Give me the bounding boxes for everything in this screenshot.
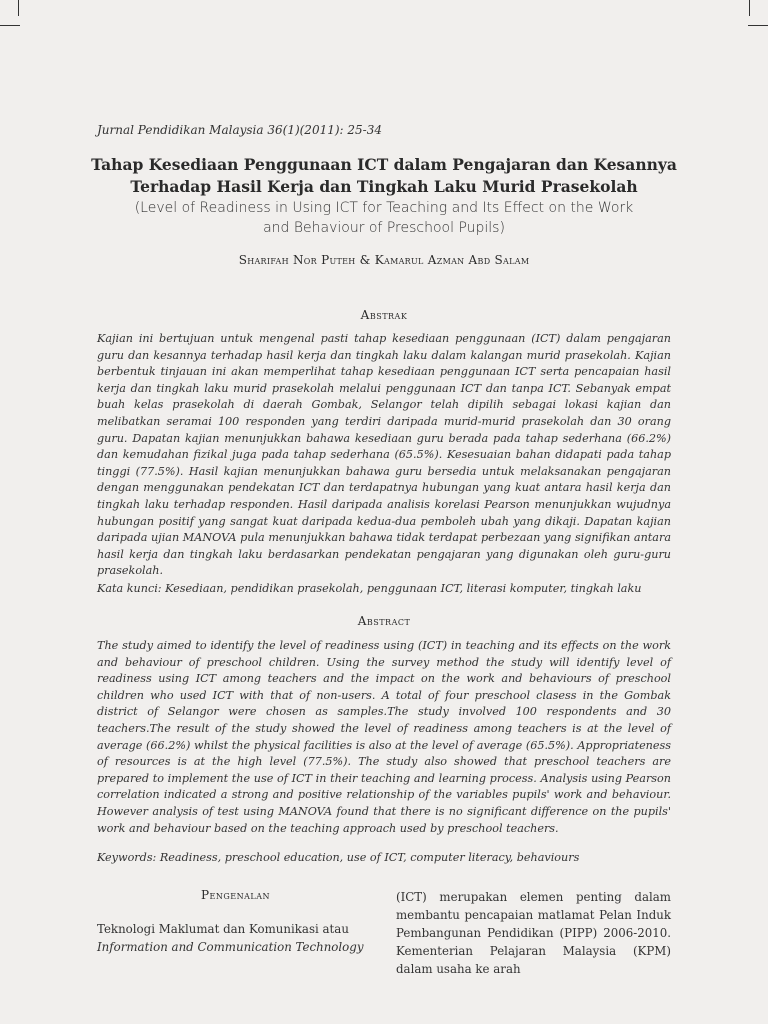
abstract-heading: Abstract [357,614,411,628]
text-line: Teknologi Maklumat dan Komunikasi atau [97,922,349,936]
paper-subtitle [60,198,708,238]
left-column [97,888,374,956]
journal-citation: Jurnal Pendidikan Malaysia 36(1)(2011): 25-34 [97,123,382,137]
abstract-keywords: Keywords: Readiness, preschool education, use of ICT, computer literacy, behaviours [97,851,580,864]
crop-mark [18,0,19,16]
abstrak-heading: Abstrak [360,308,408,322]
crop-mark [748,25,768,26]
text-line: Information and Communication Technology [97,940,364,954]
pengenalan-text-left [97,920,374,956]
title-line: Tahap Kesediaan Penggunaan ICT dalam Pengajaran dan Kesannya [91,155,677,174]
crop-mark [0,25,20,26]
abstract-text: The study aimed to identify the level of readiness using (ICT) in teaching and its effects on the work and behaviour of preschool children. Using the survey method the study will identify level of readiness using ICT among teachers and the impact on the work and behaviours of preschool children who used ICT with that of non-users. A total of four preschool clasess in the Gombak district of Selangor were chosen as samples.The study involved 100 respondents and 30 teachers.The result of the study showed the level of readiness among teachers is at the level of average (66.2%) whilst the physical facilities is also at the level of average (65.5%). Appropriateness of resources is at the high level (77.5%). The study also showed that preschool teachers are prepared to implement the use of ICT in their teaching and learning process. Analysis using Pearson correlation indicated a strong and positive relationship of the variables pupils' work and behaviour. However analysis of test using MANOVA found that there is no significant difference on the pupils' work and behaviour based on the teaching approach used by preschool teachers. [97,639,671,835]
title-line: Terhadap Hasil Kerja dan Tingkah Laku Murid Prasekolah [130,177,638,196]
pengenalan-text-right: (ICT) merupakan elemen penting dalam membantu pencapaian matlamat Pelan Induk Pembangunan Pendidikan (PIPP) 2006-2010. Kementerian Pelajaran Malaysia (KPM) dalam usaha ke arah [396,890,671,976]
paper-title [60,154,708,198]
subtitle-line: (Level of Readiness in Using ICT for Teaching and Its Effect on the Work [134,200,634,216]
abstrak-text: Kajian ini bertujuan untuk mengenal pasti tahap kesediaan penggunaan (ICT) dalam pengajaran guru dan kesannya terhadap hasil kerja dan tingkah laku dalam kalangan murid prasekolah. Kajian berbentuk tinjauan ini akan memperlihat tahap kesediaan penggunaan ICT serta pencapaian hasil kerja dan tingkah laku murid prasekolah melalui penggunaan ICT dan tanpa ICT. Sebanyak empat buah kelas prasekolah di daerah Gombak, Selangor telah dipilih sebagai lokasi kajian dan melibatkan seramai 100 responden yang terdiri daripada murid-murid prasekolah dan 30 orang guru. Dapatan kajian menunjukkan bahawa kesediaan guru berada pada tahap sederhana (66.2%) dan kemudahan fizikal juga pada tahap sederhana (65.5%). Kesesuaian bahan didapati pada tahap tinggi (77.5%). Hasil kajian menunjukkan bahawa guru bersedia untuk melaksanakan pengajaran dengan menggunakan pendekatan ICT dan terdapatnya hubungan yang kuat antara hasil kerja dan tingkah laku terhadap responden. Hasil daripada analisis korelasi Pearson menunjukkan wujudnya hubungan positif yang sangat kuat daripada kedua-dua pemboleh ubah yang dikaji. Dapatan kajian daripada ujian MANOVA pula menunjukkan bahawa tidak terdapat perbezaan yang signifikan antara hasil kerja dan tingkah laku berdasarkan pendekatan pengajaran yang digunakan oleh guru-guru prasekolah. [97,332,671,578]
abstrak-keywords: Kata kunci: Kesediaan, pendidikan prasekolah, penggunaan ICT, literasi komputer, tingkah laku [97,582,642,595]
authors: Sharifah Nor Puteh & Kamarul Azman Abd Salam [238,253,530,267]
crop-mark [749,0,750,16]
subtitle-line: and Behaviour of Preschool Pupils) [263,220,505,236]
pengenalan-heading: Pengenalan [200,888,270,902]
